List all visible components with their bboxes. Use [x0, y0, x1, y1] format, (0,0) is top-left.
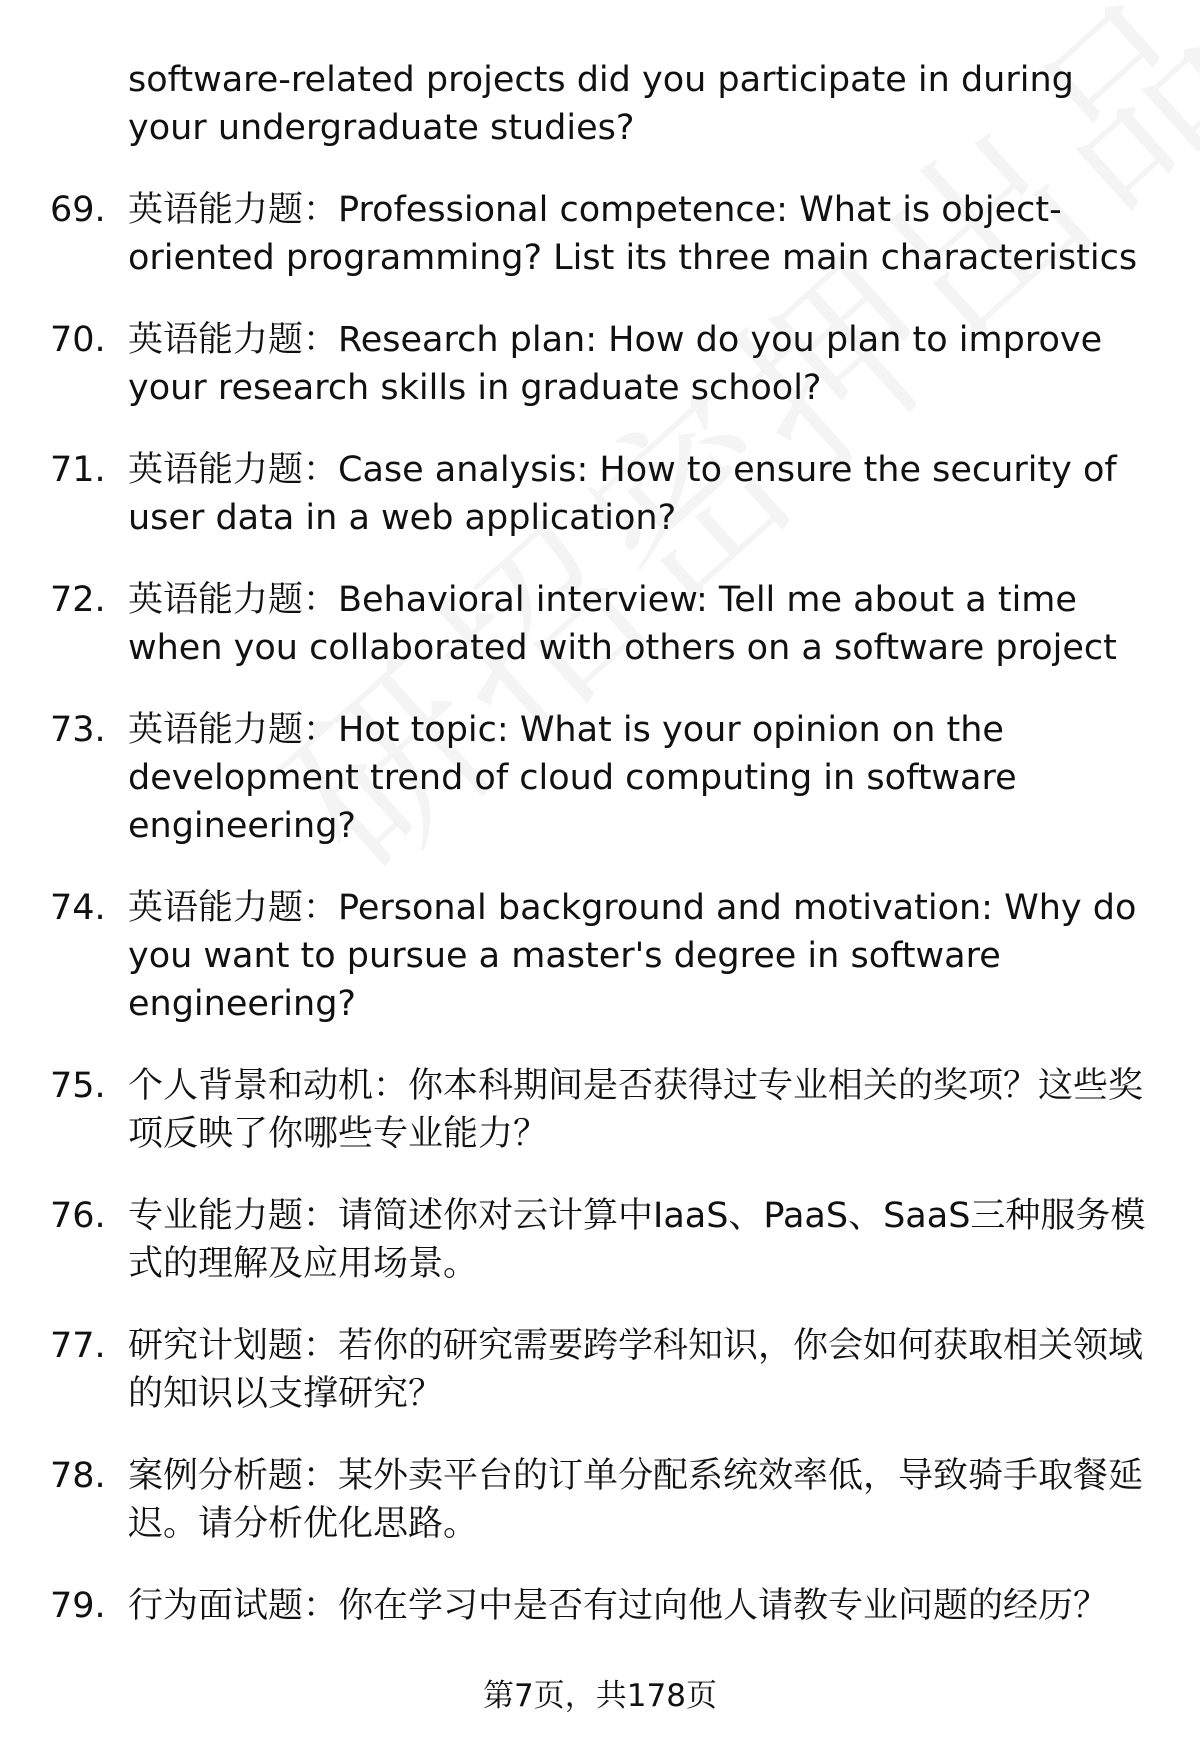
- question-item: [0, 316, 1200, 412]
- question-text: 英语能力题：Hot topic: What is your opinion on the development trend of cloud computing in software engineering?: [128, 710, 1017, 846]
- question-item: [0, 1192, 1200, 1288]
- question-text: 个人背景和动机：你本科期间是否获得过专业相关的奖项？这些奖项反映了你哪些专业能力？: [128, 1066, 1144, 1154]
- question-text: 英语能力题：Professional competence: What is object-oriented programming? List its three main characteristics: [128, 190, 1138, 278]
- question-item: [0, 706, 1200, 850]
- question-text: 英语能力题：Behavioral interview: Tell me about a time when you collaborated with others on a software project: [128, 580, 1117, 668]
- question-text: 英语能力题：Personal background and motivation: Why do you want to pursue a master's degree in software engineering?: [128, 888, 1137, 1024]
- question-number: 70.: [50, 320, 106, 360]
- question-number: 77.: [50, 1326, 106, 1366]
- question-number: 69.: [50, 190, 106, 230]
- question-number: 75.: [50, 1066, 106, 1106]
- question-text: 英语能力题：Case analysis: How to ensure the security of user data in a web application?: [128, 450, 1117, 538]
- question-number: 74.: [50, 888, 106, 928]
- question-number: 78.: [50, 1456, 106, 1496]
- question-item: [0, 576, 1200, 672]
- question-item: [0, 446, 1200, 542]
- question-text: 英语能力题：Research plan: How do you plan to improve your research skills in graduate school?: [128, 320, 1103, 408]
- question-number: 72.: [50, 580, 106, 620]
- question-list: [0, 56, 1200, 1664]
- question-number: 73.: [50, 710, 106, 750]
- question-text: software-related projects did you participate in during your undergraduate studies?: [128, 60, 1074, 148]
- question-item: [0, 186, 1200, 282]
- question-text: 行为面试题：你在学习中是否有过向他人请教专业问题的经历？: [128, 1586, 1109, 1626]
- question-text: 案例分析题：某外卖平台的订单分配系统效率低，导致骑手取餐延迟。请分析优化思路。: [128, 1456, 1144, 1544]
- question-number: 79.: [50, 1586, 106, 1626]
- question-text: 研究计划题：若你的研究需要跨学科知识，你会如何获取相关领域的知识以支撑研究？: [128, 1326, 1144, 1414]
- question-item: [0, 1582, 1200, 1630]
- continued-question-text: [0, 56, 1200, 152]
- question-item: [0, 1452, 1200, 1548]
- question-number: 76.: [50, 1196, 106, 1236]
- question-text: 专业能力题：请简述你对云计算中IaaS、PaaS、SaaS三种服务模式的理解及应用场景。: [128, 1196, 1146, 1284]
- question-number: 71.: [50, 450, 106, 490]
- question-item: [0, 1322, 1200, 1418]
- question-item: [0, 884, 1200, 1028]
- question-item: [0, 1062, 1200, 1158]
- page-footer: 第7页，共178页: [483, 1678, 717, 1714]
